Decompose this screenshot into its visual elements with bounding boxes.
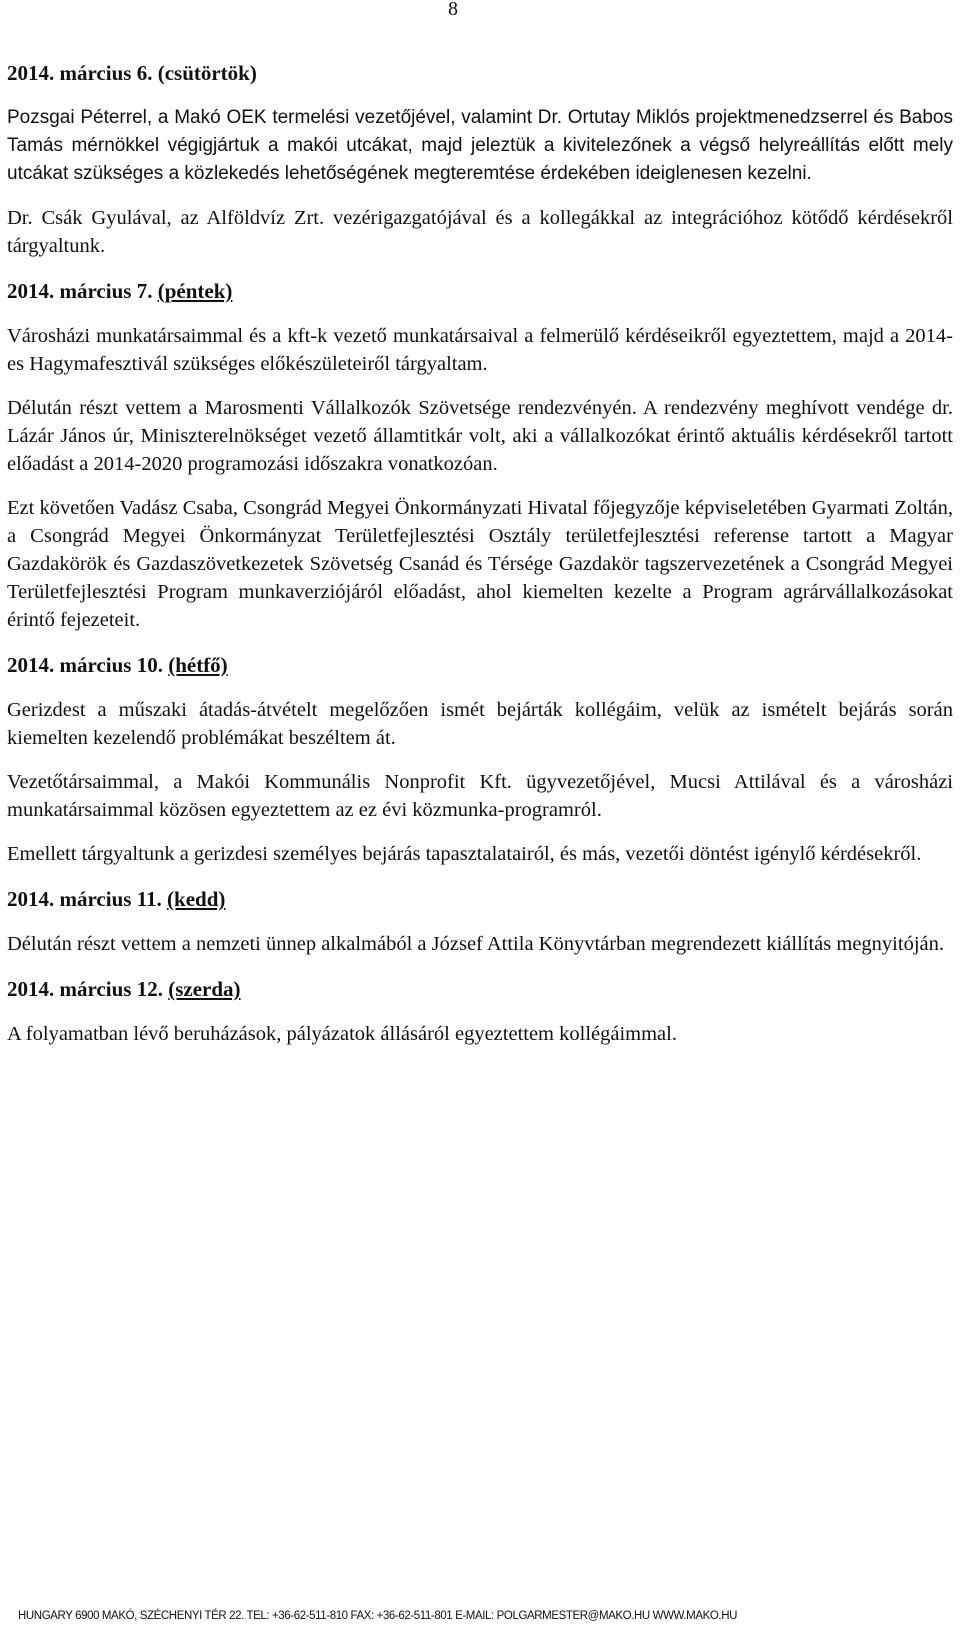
entry-date: 2014. március 11. (7, 887, 162, 911)
footer-contact-line: HUNGARY 6900 MAKÓ, SZÉCHENYI TÉR 22. TEL: +36-62-511-810 FAX: +36-62-511-801 E-MAIL: POLGARMESTER@MAKO.HU WWW.MAKO.HU (18, 1610, 738, 1622)
entry-march-10 (7, 650, 953, 868)
entry-heading (7, 650, 953, 680)
entry-date: 2014. március 7. (7, 279, 153, 303)
entry-day: (szerda) (168, 977, 241, 1001)
entry-date: 2014. március 6. (7, 61, 153, 85)
entry-march-6 (7, 58, 953, 260)
entry-paragraph: A folyamatban lévő beruházások, pályázatok állásáról egyeztettem kollégáimmal. (7, 1023, 677, 1045)
entry-paragraph: Délután részt vettem a Marosmenti Vállalkozók Szövetsége rendezvényén. A rendezvény meghívott vendége dr. Lázár János úr, Miniszterelnökséget vezető államtitkár volt, aki a vállalkozókat érintő aktuális kérdésekről tartott előadást a 2014-2020 programozási időszakra vonatkozóan. (7, 397, 953, 475)
entry-paragraph: Ezt követően Vadász Csaba, Csongrád Megyei Önkormányzati Hivatal főjegyzője képviseletében Gyarmati Zoltán, a Csongrád Megyei Önkormányzat Területfejlesztési Osztály területfejlesztési referense tartott a Magyar Gazdakörök és Gazdaszövetkezetek Szövetség Csanád és Térsége Gazdakör tagszervezetének a Csongrád Megyei Területfejlesztési Program munkaverziójáról előadást, ahol kiemelten kezelte a Program agrárvállalkozásokat érintő fejezeteit. (7, 497, 953, 631)
entry-day: (kedd) (167, 887, 226, 911)
entry-paragraph: Délután részt vettem a nemzeti ünnep alkalmából a József Attila Könyvtárban megrendezett kiállítás megnyitóján. (7, 933, 944, 955)
entry-heading (7, 884, 953, 914)
entry-heading (7, 276, 953, 306)
document-body (7, 58, 953, 1064)
entry-date: 2014. március 10. (7, 653, 163, 677)
entry-march-11 (7, 884, 953, 958)
entry-march-7 (7, 276, 953, 634)
entry-day: (csütörtök) (157, 61, 257, 85)
entry-paragraph: Gerizdest a műszaki átadás-átvételt megelőzően ismét bejárták kollégáim, velük az ismételt bejárás során kiemelten kezelendő problémákat beszéltem át. (7, 699, 953, 749)
entry-paragraph: Dr. Csák Gyulával, az Alföldvíz Zrt. vezérigazgatójával és a kollegákkal az integrációhoz kötődő kérdésekről tárgyaltunk. (7, 207, 953, 257)
entry-date: 2014. március 12. (7, 977, 163, 1001)
entry-paragraph: Vezetőtársaimmal, a Makói Kommunális Nonprofit Kft. ügyvezetőjével, Mucsi Attilával és a városházi munkatársaimmal közösen egyeztettem az ez évi közmunka-programról. (7, 771, 953, 821)
entry-day: (hétfő) (168, 653, 228, 677)
page-number: 8 (448, 0, 458, 20)
entry-paragraph: Emellett tárgyaltunk a gerizdesi személyes bejárás tapasztalatairól, és más, vezetői döntést igénylő kérdésekről. (7, 843, 922, 865)
entry-heading (7, 974, 953, 1004)
entry-heading (7, 58, 953, 88)
entry-day: (péntek) (157, 279, 233, 303)
entry-paragraph: Pozsgai Péterrel, a Makó OEK termelési vezetőjével, valamint Dr. Ortutay Miklós projektmenedzserrel és Babos Tamás mérnökkel végigjártuk a makói utcákat, majd jeleztük a kivitelezőnek a végső helyreállítás előtt mely utcákat szükséges a közlekedés lehetőségének megteremtése érdekében ideiglenesen kezelni. (7, 107, 953, 184)
entry-paragraph: Városházi munkatársaimmal és a kft-k vezető munkatársaival a felmerülő kérdéseikről egyeztettem, majd a 2014-es Hagymafesztivál szükséges előkészületeiről tárgyaltam. (7, 325, 953, 375)
entry-march-12 (7, 974, 953, 1048)
